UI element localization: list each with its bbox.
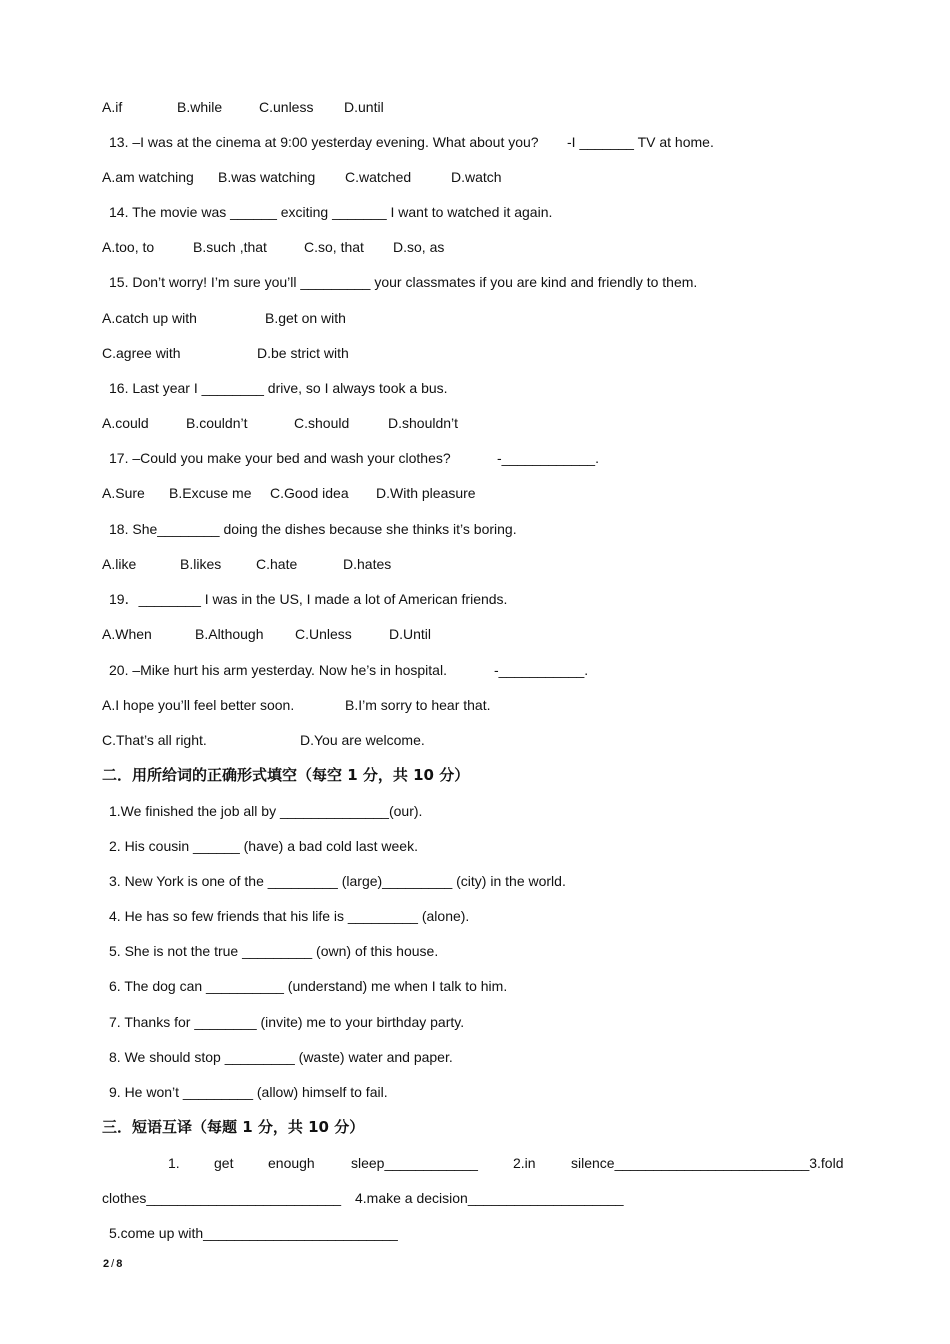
item-text: clothes_________________________ bbox=[102, 1190, 342, 1206]
item-word: get bbox=[214, 1155, 234, 1171]
question-reply: -___________. bbox=[494, 662, 589, 678]
question-text: 17. –Could you make your bed and wash your clothes? bbox=[109, 450, 451, 466]
section-3-line-2 bbox=[0, 1187, 624, 1209]
question-text: 14. The movie was ______ exciting _______ I want to watched it again. bbox=[109, 204, 553, 220]
question-text: 16. Last year I ________ drive, so I always took a bus. bbox=[109, 380, 448, 396]
page-separator: / bbox=[111, 1258, 115, 1270]
option: C.should bbox=[294, 415, 350, 431]
item-text: 2. His cousin ______ (have) a bad cold last week. bbox=[109, 838, 418, 854]
option: C.so, that bbox=[304, 239, 364, 255]
q15-options-row1 bbox=[0, 307, 346, 329]
option: A.When bbox=[102, 626, 152, 642]
option: C.agree with bbox=[102, 345, 181, 361]
option: B.such ,that bbox=[193, 239, 267, 255]
question-reply: -I _______ TV at home. bbox=[567, 134, 714, 150]
item-text: 5.come up with_________________________ bbox=[109, 1225, 398, 1241]
option: C.unless bbox=[259, 99, 314, 115]
option: D.be strict with bbox=[257, 345, 349, 361]
section-2-item bbox=[0, 870, 566, 892]
item-text: 5. She is not the true _________ (own) of this house. bbox=[109, 943, 439, 959]
section-2-item bbox=[0, 975, 508, 997]
section-2-heading bbox=[0, 764, 470, 786]
option: B.couldn’t bbox=[186, 415, 248, 431]
item-text: 4.make a decision____________________ bbox=[355, 1190, 624, 1206]
section-heading-text: 三．短语互译（每题 1 分，共 10 分） bbox=[102, 1118, 365, 1136]
option: C.Good idea bbox=[270, 485, 349, 501]
page-current: 2 bbox=[103, 1258, 110, 1270]
q12-options bbox=[0, 96, 384, 118]
question-text: 13. –I was at the cinema at 9:00 yesterday evening. What about you? bbox=[109, 134, 539, 150]
option: B.was watching bbox=[218, 169, 316, 185]
q15-options-row2 bbox=[0, 342, 349, 364]
option: D.hates bbox=[343, 556, 392, 572]
question-text: 18. She________ doing the dishes because she thinks it’s boring. bbox=[109, 521, 517, 537]
question-text: 19．________ I was in the US, I made a lot of American friends. bbox=[109, 591, 508, 607]
option: C.Unless bbox=[295, 626, 352, 642]
option: B.Although bbox=[195, 626, 264, 642]
question-15 bbox=[0, 271, 698, 293]
section-2-item bbox=[0, 940, 439, 962]
question-16 bbox=[0, 377, 448, 399]
option: D.Until bbox=[389, 626, 432, 642]
option: D.until bbox=[344, 99, 384, 115]
q19-options bbox=[0, 623, 432, 645]
q20-options-row1 bbox=[0, 694, 491, 716]
section-2-item bbox=[0, 1011, 465, 1033]
option: A.Sure bbox=[102, 485, 145, 501]
question-13 bbox=[0, 131, 714, 153]
option: B.I’m sorry to hear that. bbox=[345, 697, 491, 713]
option: A.I hope you’ll feel better soon. bbox=[102, 697, 295, 713]
page-total: 8 bbox=[116, 1258, 123, 1270]
option: A.too, to bbox=[102, 239, 155, 255]
section-2-item bbox=[0, 905, 470, 927]
option: C.That’s all right. bbox=[102, 732, 207, 748]
option: D.watch bbox=[451, 169, 502, 185]
question-text: 15. Don’t worry! I’m sure you’ll _________ your classmates if you are kind and friendly to them. bbox=[109, 274, 698, 290]
item-word: enough bbox=[268, 1155, 315, 1171]
question-17 bbox=[0, 447, 599, 469]
option: D.shouldn’t bbox=[388, 415, 459, 431]
section-2-item bbox=[0, 1081, 388, 1103]
option: D.With pleasure bbox=[376, 485, 476, 501]
section-2-item bbox=[0, 1046, 453, 1068]
option: A.catch up with bbox=[102, 310, 197, 326]
section-heading-text: 二．用所给词的正确形式填空（每空 1 分，共 10 分） bbox=[102, 766, 470, 784]
question-18 bbox=[0, 518, 517, 540]
option: C.watched bbox=[345, 169, 412, 185]
item-number: 1. bbox=[168, 1155, 180, 1171]
section-2-item bbox=[0, 835, 418, 857]
item-text: 6. The dog can __________ (understand) me when I talk to him. bbox=[109, 978, 508, 994]
item-text: 3. New York is one of the _________ (large)_________ (city) in the world. bbox=[109, 873, 566, 889]
option: A.like bbox=[102, 556, 137, 572]
option: A.if bbox=[102, 99, 123, 115]
q18-options bbox=[0, 553, 392, 575]
q20-options-row2 bbox=[0, 729, 425, 751]
question-19 bbox=[0, 588, 508, 610]
item-text: 7. Thanks for ________ (invite) me to your birthday party. bbox=[109, 1014, 465, 1030]
item-text: 8. We should stop _________ (waste) water and paper. bbox=[109, 1049, 453, 1065]
item-text: 9. He won’t _________ (allow) himself to fail. bbox=[109, 1084, 388, 1100]
option: B.get on with bbox=[265, 310, 346, 326]
section-2-item bbox=[0, 800, 423, 822]
q13-options bbox=[0, 166, 502, 188]
section-3-line-3 bbox=[0, 1222, 398, 1244]
option: D.You are welcome. bbox=[300, 732, 425, 748]
option: B.likes bbox=[180, 556, 222, 572]
option: A.could bbox=[102, 415, 149, 431]
question-14 bbox=[0, 201, 553, 223]
item-word: sleep____________ bbox=[351, 1155, 478, 1171]
item-word: silence_________________________3.fold bbox=[571, 1155, 844, 1171]
question-text: 20. –Mike hurt his arm yesterday. Now he’s in hospital. bbox=[109, 662, 447, 678]
item-text: 4. He has so few friends that his life is _________ (alone). bbox=[109, 908, 470, 924]
question-20 bbox=[0, 659, 589, 681]
q16-options bbox=[0, 412, 459, 434]
section-3-heading bbox=[0, 1116, 365, 1138]
section-3-line-1 bbox=[0, 1152, 844, 1174]
option: C.hate bbox=[256, 556, 298, 572]
q14-options bbox=[0, 236, 445, 258]
option: B.Excuse me bbox=[169, 485, 252, 501]
option: A.am watching bbox=[102, 169, 194, 185]
q17-options bbox=[0, 482, 476, 504]
question-reply: -____________. bbox=[497, 450, 599, 466]
item-word: 2.in bbox=[513, 1155, 536, 1171]
option: B.while bbox=[177, 99, 223, 115]
option: D.so, as bbox=[393, 239, 445, 255]
page-number bbox=[103, 1258, 122, 1270]
item-text: 1.We finished the job all by ______________(our). bbox=[109, 803, 423, 819]
